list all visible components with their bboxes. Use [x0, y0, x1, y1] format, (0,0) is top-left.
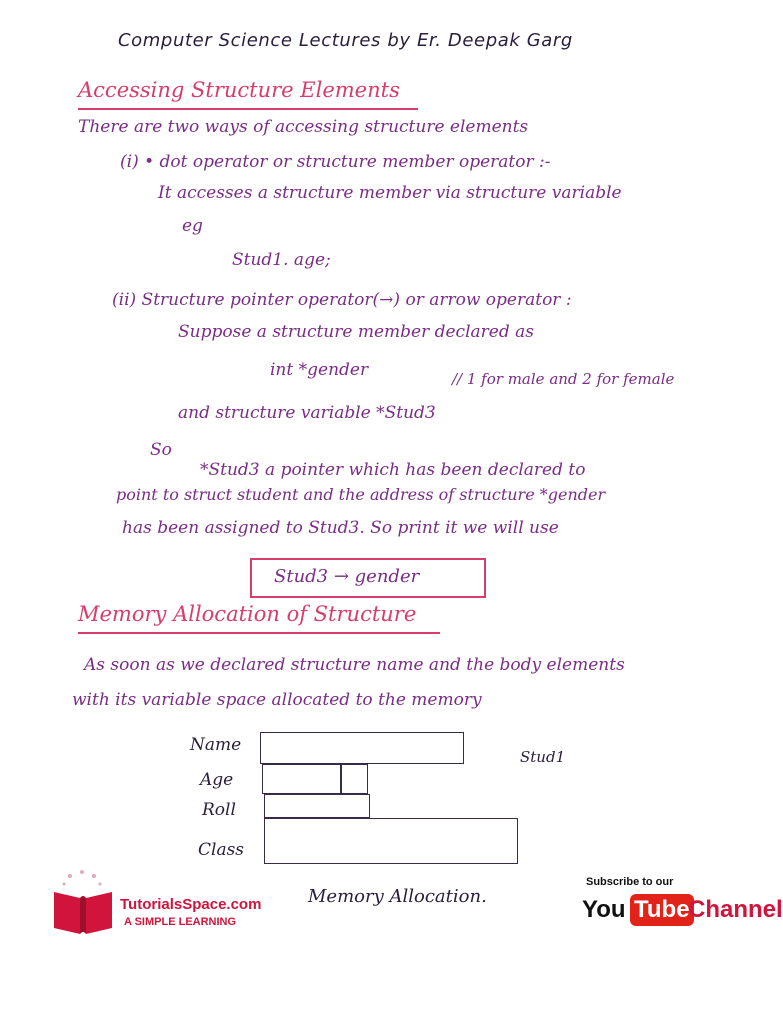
memory-block-name — [260, 732, 464, 764]
note-line: has been assigned to Stud3. So print it we will use — [122, 518, 559, 538]
open-book-icon — [50, 868, 116, 938]
code-example: Stud1. age; — [232, 250, 331, 270]
note-line: Suppose a structure member declared as — [178, 322, 534, 342]
note-line: There are two ways of accessing structure elements — [78, 117, 529, 137]
note-line: *Stud3 a pointer which has been declared to — [200, 460, 586, 480]
field-label-class: Class — [198, 840, 245, 860]
memory-block-divider — [340, 764, 342, 794]
youtube-channel-badge — [578, 876, 783, 936]
section-heading-accessing: Accessing Structure Elements — [78, 78, 400, 102]
field-label-name: Name — [190, 735, 242, 755]
note-line: As soon as we declared structure name and the body elements — [84, 655, 625, 675]
note-line: with its variable space allocated to the memory — [72, 690, 482, 710]
page-header: Computer Science Lectures by Er. Deepak Garg — [118, 30, 573, 51]
note-line: and structure variable *Stud3 — [178, 403, 436, 423]
heading-underline — [78, 632, 440, 634]
heading-underline — [78, 108, 418, 110]
boxed-expression-text: Stud3 → gender — [274, 566, 420, 587]
code-comment: // 1 for male and 2 for female — [452, 370, 675, 388]
code-declaration: int *gender — [270, 360, 369, 380]
variable-label: Stud1 — [520, 748, 566, 766]
memory-block-age — [262, 764, 368, 794]
youtube-subscribe-text: Subscribe to our — [586, 876, 674, 888]
section-heading-memory: Memory Allocation of Structure — [78, 602, 417, 626]
note-line: point to struct student and the address of structure *gender — [116, 485, 606, 504]
youtube-channel-text: Channel — [688, 896, 783, 923]
tutorials-space-tagline: A SIMPLE LEARNING — [124, 916, 237, 928]
note-line: It accesses a structure member via structure variable — [158, 183, 622, 203]
field-label-age: Age — [200, 770, 234, 790]
note-line: So — [150, 440, 172, 460]
note-line: eg — [182, 216, 203, 236]
boxed-expression — [250, 558, 486, 598]
tutorials-space-logo — [50, 868, 262, 938]
youtube-you-text: You — [582, 896, 626, 923]
field-label-roll: Roll — [202, 800, 236, 820]
note-line: (ii) Structure pointer operator(→) or arrow operator : — [112, 290, 572, 310]
memory-block-class — [264, 818, 518, 864]
memory-block-roll — [264, 794, 370, 818]
diagram-caption: Memory Allocation. — [308, 886, 487, 907]
tutorials-space-name: TutorialsSpace.com — [120, 896, 262, 913]
note-line: (i) • dot operator or structure member operator :- — [120, 152, 551, 172]
youtube-tube-text: Tube — [630, 894, 694, 926]
